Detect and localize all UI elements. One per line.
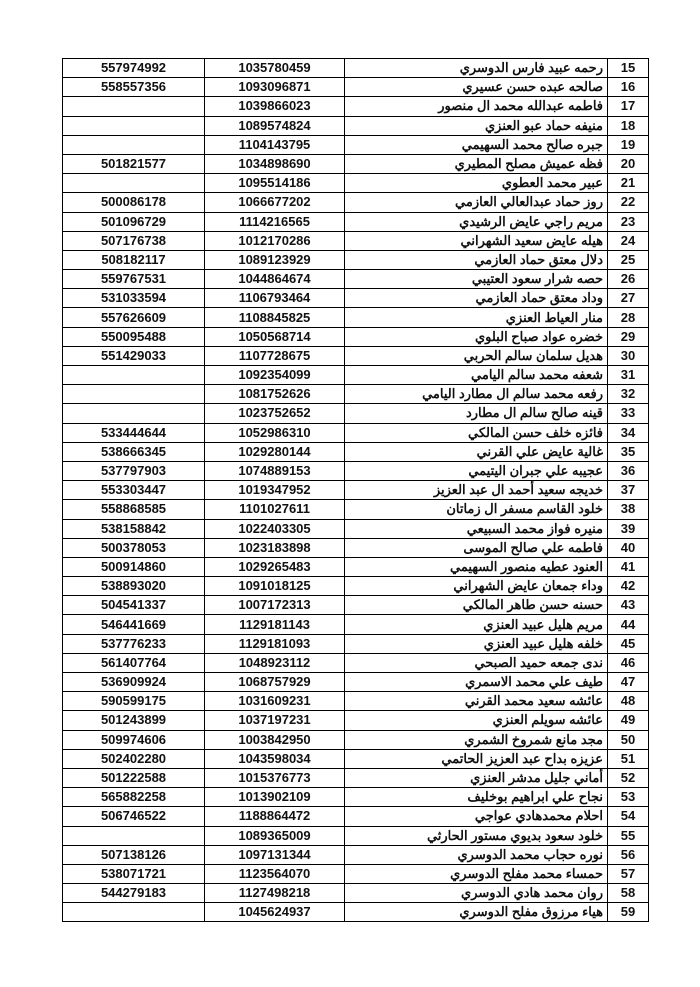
table-row: [63, 864, 649, 883]
phone-cell: 502402280: [63, 749, 205, 768]
phone-cell: [63, 366, 205, 385]
table-row: [63, 692, 649, 711]
id-number-cell: 1108845825: [205, 308, 345, 327]
name-cell: منيره فواز محمد السبيعي: [345, 519, 608, 538]
id-number-cell: 1107728675: [205, 346, 345, 365]
id-number-cell: 1097131344: [205, 845, 345, 864]
table-row: [63, 270, 649, 289]
row-number-cell: 40: [608, 538, 649, 557]
id-number-cell: 1052986310: [205, 423, 345, 442]
table-row: [63, 59, 649, 78]
id-number-cell: 1031609231: [205, 692, 345, 711]
id-number-cell: 1188864472: [205, 807, 345, 826]
name-cell: روز حماد عبدالعالي العازمي: [345, 193, 608, 212]
row-number-cell: 17: [608, 97, 649, 116]
id-number-cell: 1074889153: [205, 461, 345, 480]
phone-cell: 558868585: [63, 500, 205, 519]
name-cell: فاطمه عبدالله محمد ال منصور: [345, 97, 608, 116]
id-number-cell: 1023752652: [205, 404, 345, 423]
id-number-cell: 1029280144: [205, 442, 345, 461]
phone-cell: 561407764: [63, 653, 205, 672]
row-number-cell: 25: [608, 250, 649, 269]
row-number-cell: 16: [608, 78, 649, 97]
table-row: [63, 327, 649, 346]
table-row: [63, 673, 649, 692]
table-row: [63, 442, 649, 461]
name-cell: عبير محمد العطوي: [345, 174, 608, 193]
name-cell: حمساء محمد مفلح الدوسري: [345, 864, 608, 883]
id-number-cell: 1068757929: [205, 673, 345, 692]
table-row: [63, 538, 649, 557]
row-number-cell: 21: [608, 174, 649, 193]
name-cell: هديل سلمان سالم الحربي: [345, 346, 608, 365]
name-cell: العنود عطيه منصور السهيمي: [345, 557, 608, 576]
row-number-cell: 39: [608, 519, 649, 538]
phone-cell: [63, 903, 205, 922]
name-cell: مريم هليل عبيد العنزي: [345, 615, 608, 634]
row-number-cell: 43: [608, 596, 649, 615]
phone-cell: 501821577: [63, 154, 205, 173]
id-number-cell: 1043598034: [205, 749, 345, 768]
row-number-cell: 57: [608, 864, 649, 883]
row-number-cell: 34: [608, 423, 649, 442]
row-number-cell: 15: [608, 59, 649, 78]
id-number-cell: 1104143795: [205, 135, 345, 154]
name-cell: فاطمه علي صالح الموسى: [345, 538, 608, 557]
name-cell: احلام محمدهادي عواجي: [345, 807, 608, 826]
row-number-cell: 38: [608, 500, 649, 519]
phone-cell: [63, 826, 205, 845]
name-cell: مجد مانع شمروخ الشمري: [345, 730, 608, 749]
table-row: [63, 807, 649, 826]
name-cell: رحمه عبيد فارس الدوسري: [345, 59, 608, 78]
phone-cell: 501243899: [63, 711, 205, 730]
id-number-cell: 1129181093: [205, 634, 345, 653]
name-cell: عجيبه علي جبران اليتيمي: [345, 461, 608, 480]
name-cell: شعفه محمد سالم اليامي: [345, 366, 608, 385]
phone-cell: 557626609: [63, 308, 205, 327]
row-number-cell: 19: [608, 135, 649, 154]
id-number-cell: 1095514186: [205, 174, 345, 193]
row-number-cell: 27: [608, 289, 649, 308]
name-cell: عائشه سعيد محمد القرني: [345, 692, 608, 711]
phone-cell: 546441669: [63, 615, 205, 634]
row-number-cell: 36: [608, 461, 649, 480]
name-cell: خلفه هليل عبيد العنزي: [345, 634, 608, 653]
id-number-cell: 1019347952: [205, 481, 345, 500]
id-number-cell: 1048923112: [205, 653, 345, 672]
table-row: [63, 366, 649, 385]
name-cell: خلود القاسم مسفر ال زماتان: [345, 500, 608, 519]
phone-cell: 508182117: [63, 250, 205, 269]
table-body: [63, 59, 649, 922]
row-number-cell: 45: [608, 634, 649, 653]
name-cell: خديجه سعيد أحمد ال عبد العزيز: [345, 481, 608, 500]
table-row: [63, 653, 649, 672]
table-row: [63, 481, 649, 500]
name-cell: نوره حجاب محمد الدوسري: [345, 845, 608, 864]
name-cell: خلود سعود بديوي مستور الحارثي: [345, 826, 608, 845]
table-row: [63, 461, 649, 480]
phone-cell: 538158842: [63, 519, 205, 538]
row-number-cell: 58: [608, 884, 649, 903]
id-number-cell: 1129181143: [205, 615, 345, 634]
id-number-cell: 1123564070: [205, 864, 345, 883]
table-row: [63, 826, 649, 845]
phone-cell: 533444644: [63, 423, 205, 442]
row-number-cell: 28: [608, 308, 649, 327]
phone-cell: 538893020: [63, 577, 205, 596]
row-number-cell: 52: [608, 768, 649, 787]
phone-cell: 531033594: [63, 289, 205, 308]
id-number-cell: 1081752626: [205, 385, 345, 404]
id-number-cell: 1003842950: [205, 730, 345, 749]
row-number-cell: 49: [608, 711, 649, 730]
row-number-cell: 41: [608, 557, 649, 576]
name-cell: خضره عواد صباح البلوي: [345, 327, 608, 346]
table-row: [63, 385, 649, 404]
name-cell: منار العياط العنزي: [345, 308, 608, 327]
phone-cell: 500086178: [63, 193, 205, 212]
phone-cell: 551429033: [63, 346, 205, 365]
phone-cell: 538071721: [63, 864, 205, 883]
phone-cell: 557974992: [63, 59, 205, 78]
table-row: [63, 193, 649, 212]
name-cell: روان محمد هادي الدوسري: [345, 884, 608, 903]
table-row: [63, 308, 649, 327]
row-number-cell: 22: [608, 193, 649, 212]
id-number-cell: 1044864674: [205, 270, 345, 289]
name-cell: طيف علي محمد الاسمري: [345, 673, 608, 692]
table-row: [63, 78, 649, 97]
name-cell: ندى جمعه حميد الصبحي: [345, 653, 608, 672]
row-number-cell: 29: [608, 327, 649, 346]
phone-cell: 537797903: [63, 461, 205, 480]
row-number-cell: 37: [608, 481, 649, 500]
id-number-cell: 1039866023: [205, 97, 345, 116]
table-row: [63, 116, 649, 135]
id-number-cell: 1012170286: [205, 231, 345, 250]
row-number-cell: 51: [608, 749, 649, 768]
table-row: [63, 845, 649, 864]
name-cell: نجاح علي ابراهيم بوخليف: [345, 788, 608, 807]
table-row: [63, 557, 649, 576]
table-row: [63, 768, 649, 787]
id-number-cell: 1089574824: [205, 116, 345, 135]
table-row: [63, 577, 649, 596]
row-number-cell: 56: [608, 845, 649, 864]
table-row: [63, 174, 649, 193]
phone-cell: [63, 174, 205, 193]
row-number-cell: 24: [608, 231, 649, 250]
name-cell: حسنه حسن طاهر المالكي: [345, 596, 608, 615]
row-number-cell: 32: [608, 385, 649, 404]
phone-cell: 559767531: [63, 270, 205, 289]
name-cell: عزيزه بداح عبد العزيز الحاتمي: [345, 749, 608, 768]
table-row: [63, 346, 649, 365]
phone-cell: 500914860: [63, 557, 205, 576]
name-cell: منيفه حماد عبو العنزي: [345, 116, 608, 135]
phone-cell: 509974606: [63, 730, 205, 749]
table-row: [63, 423, 649, 442]
id-number-cell: 1089123929: [205, 250, 345, 269]
table-row: [63, 615, 649, 634]
id-number-cell: 1101027611: [205, 500, 345, 519]
row-number-cell: 50: [608, 730, 649, 749]
id-number-cell: 1050568714: [205, 327, 345, 346]
table-row: [63, 135, 649, 154]
phone-cell: 590599175: [63, 692, 205, 711]
name-cell: مريم راجي عايض الرشيدي: [345, 212, 608, 231]
row-number-cell: 30: [608, 346, 649, 365]
name-cell: أماني جليل مدشر العنزي: [345, 768, 608, 787]
table-row: [63, 250, 649, 269]
name-cell: جبره صالح محمد السهيمي: [345, 135, 608, 154]
row-number-cell: 44: [608, 615, 649, 634]
phone-cell: [63, 385, 205, 404]
name-cell: رفعه محمد سالم ال مطارد اليامي: [345, 385, 608, 404]
name-cell: حصه شرار سعود العتيبي: [345, 270, 608, 289]
phone-cell: 537776233: [63, 634, 205, 653]
id-number-cell: 1045624937: [205, 903, 345, 922]
row-number-cell: 47: [608, 673, 649, 692]
name-cell: وداد معتق حماد العازمي: [345, 289, 608, 308]
id-number-cell: 1089365009: [205, 826, 345, 845]
row-number-cell: 31: [608, 366, 649, 385]
table-row: [63, 519, 649, 538]
phone-cell: [63, 116, 205, 135]
row-number-cell: 23: [608, 212, 649, 231]
phone-cell: 553303447: [63, 481, 205, 500]
table-row: [63, 154, 649, 173]
table-row: [63, 903, 649, 922]
id-number-cell: 1029265483: [205, 557, 345, 576]
table-row: [63, 289, 649, 308]
row-number-cell: 54: [608, 807, 649, 826]
row-number-cell: 42: [608, 577, 649, 596]
phone-cell: 507176738: [63, 231, 205, 250]
phone-cell: 550095488: [63, 327, 205, 346]
row-number-cell: 26: [608, 270, 649, 289]
phone-cell: 558557356: [63, 78, 205, 97]
id-number-cell: 1091018125: [205, 577, 345, 596]
row-number-cell: 20: [608, 154, 649, 173]
phone-cell: [63, 135, 205, 154]
id-number-cell: 1066677202: [205, 193, 345, 212]
phone-cell: 536909924: [63, 673, 205, 692]
id-number-cell: 1093096871: [205, 78, 345, 97]
name-cell: عائشه سويلم العنزي: [345, 711, 608, 730]
name-cell: هيله عايض سعيد الشهراني: [345, 231, 608, 250]
id-number-cell: 1092354099: [205, 366, 345, 385]
table-row: [63, 404, 649, 423]
name-cell: فظه عميش مصلح المطيري: [345, 154, 608, 173]
table-row: [63, 212, 649, 231]
name-cell: فائزه خلف حسن المالكي: [345, 423, 608, 442]
phone-cell: 501222588: [63, 768, 205, 787]
row-number-cell: 18: [608, 116, 649, 135]
phone-cell: [63, 97, 205, 116]
row-number-cell: 46: [608, 653, 649, 672]
name-cell: هياء مرزوق مفلح الدوسري: [345, 903, 608, 922]
id-number-cell: 1114216565: [205, 212, 345, 231]
phone-cell: 538666345: [63, 442, 205, 461]
id-number-cell: 1106793464: [205, 289, 345, 308]
row-number-cell: 59: [608, 903, 649, 922]
name-cell: وداء جمعان عايض الشهراني: [345, 577, 608, 596]
id-number-cell: 1015376773: [205, 768, 345, 787]
phone-cell: 507138126: [63, 845, 205, 864]
table-row: [63, 634, 649, 653]
table-row: [63, 730, 649, 749]
name-cell: قينه صالح سالم ال مطارد: [345, 404, 608, 423]
table-row: [63, 711, 649, 730]
id-number-cell: 1034898690: [205, 154, 345, 173]
row-number-cell: 48: [608, 692, 649, 711]
row-number-cell: 55: [608, 826, 649, 845]
table-row: [63, 97, 649, 116]
id-number-cell: 1127498218: [205, 884, 345, 903]
id-number-cell: 1022403305: [205, 519, 345, 538]
id-number-cell: 1035780459: [205, 59, 345, 78]
id-number-cell: 1037197231: [205, 711, 345, 730]
table-row: [63, 596, 649, 615]
row-number-cell: 33: [608, 404, 649, 423]
id-number-cell: 1023183898: [205, 538, 345, 557]
table-row: [63, 884, 649, 903]
id-number-cell: 1013902109: [205, 788, 345, 807]
phone-cell: 544279183: [63, 884, 205, 903]
phone-cell: 500378053: [63, 538, 205, 557]
row-number-cell: 35: [608, 442, 649, 461]
name-cell: صالحه عبده حسن عسيري: [345, 78, 608, 97]
phone-cell: 501096729: [63, 212, 205, 231]
phone-cell: 504541337: [63, 596, 205, 615]
phone-cell: 506746522: [63, 807, 205, 826]
table-row: [63, 788, 649, 807]
table-row: [63, 500, 649, 519]
table-row: [63, 749, 649, 768]
phone-cell: 565882258: [63, 788, 205, 807]
row-number-cell: 53: [608, 788, 649, 807]
data-table: [62, 58, 649, 922]
name-cell: دلال معتق حماد العازمي: [345, 250, 608, 269]
id-number-cell: 1007172313: [205, 596, 345, 615]
name-cell: غالية عايض علي القرني: [345, 442, 608, 461]
table-row: [63, 231, 649, 250]
phone-cell: [63, 404, 205, 423]
